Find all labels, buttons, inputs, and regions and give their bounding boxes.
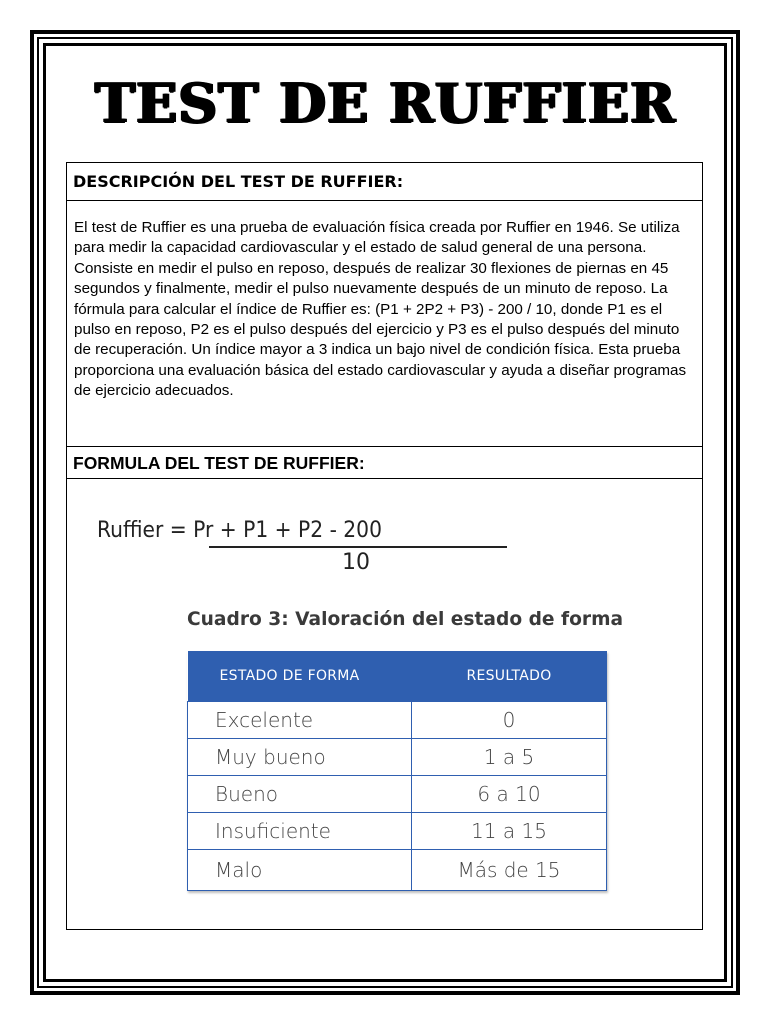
table-cell: Bueno [188, 776, 412, 813]
fraction-bar [209, 546, 507, 548]
formula-numerator: Ruffier = Pr + P1 + P2 - 200 [97, 518, 382, 543]
page-title: TEST DE RUFFIER [94, 71, 676, 135]
table-cell: 11 a 15 [412, 813, 607, 850]
table-cell: 6 a 10 [412, 776, 607, 813]
table-cell: Insuficiente [188, 813, 412, 850]
formula-denominator: 10 [342, 550, 370, 575]
table-cell: Malo [188, 850, 412, 891]
table-cell: Muy bueno [188, 739, 412, 776]
table-cell: 1 a 5 [412, 739, 607, 776]
table-row [188, 813, 607, 850]
fitness-table [187, 651, 607, 891]
description-text: El test de Ruffier es una prueba de evaluación física creada por Ruffier en 1946. Se utiliza para medir la capacidad cardiovascular y el estado de salud general de una persona. Consiste en medir el pulso en reposo, después de realizar 30 flexiones de piernas en 45 segundos y finalmente, medir el pulso nuevamente después de un minuto de reposo. La fórmula para calcular el índice de Ruffier es: (P1 + 2P2 + P3) - 200 / 10, donde P1 es el pulso en reposo, P2 es el pulso después del ejercicio y P3 es el pulso después del minuto de recuperación. Un índice mayor a 3 indica un bajo nivel de condición física. Esta prueba proporciona una evaluación básica del estado cardiovascular y ayuda a diseñar programas de ejercicio adecuados. [67, 201, 702, 447]
description-heading: DESCRIPCIÓN DEL TEST DE RUFFIER: [67, 163, 702, 201]
table-cell: Más de 15 [412, 850, 607, 891]
table-header-row [188, 651, 607, 702]
table-row [188, 850, 607, 891]
table-caption: Cuadro 3: Valoración del estado de forma [187, 608, 624, 630]
table-row [188, 702, 607, 739]
table-cell: 0 [412, 702, 607, 739]
table-row [188, 739, 607, 776]
column-header: ESTADO DE FORMA [188, 651, 412, 702]
content-box [66, 162, 703, 930]
column-header: RESULTADO [412, 651, 607, 702]
formula-heading: FORMULA DEL TEST DE RUFFIER: [67, 447, 702, 479]
table-row [188, 776, 607, 813]
table-cell: Excelente [188, 702, 412, 739]
